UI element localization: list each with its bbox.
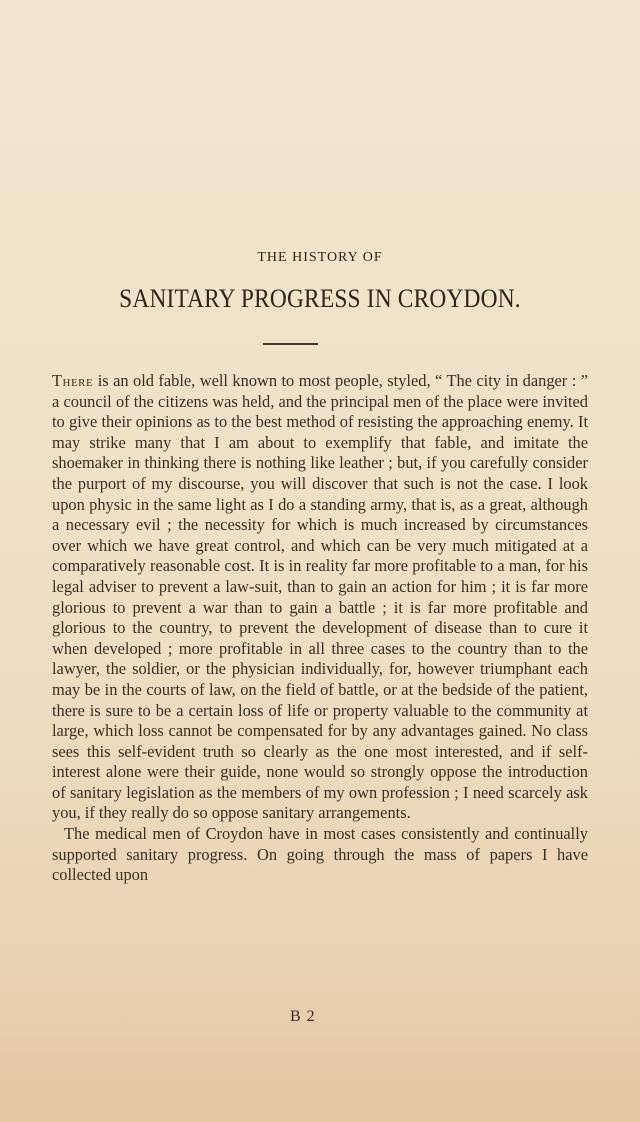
body-text [52,371,588,886]
section-kicker: THE HISTORY OF [257,250,383,265]
paragraph-2: The medical men of Croydon have in most cases consistently and continually supported sanitary progress. On going through the mass of papers I have collected upon [52,824,588,885]
page-title: SANITARY PROGRESS IN CROYDON. [119,284,521,313]
signature-mark: B 2 [290,1008,316,1025]
paragraph-1-text: is an old fable, well known to most people, styled, “ The city in danger : ” a council of the citizens was held, and the principal men of the place were invited to give their opinions as to the best method of resisting the approaching enemy. It may strike many that I am about to exemplify that fable, and imitate the shoemaker in thinking there is nothing like leather ; but, if you carefully consider the purport of my discourse, you will discover that such is not the case. I look upon physic in the same light as I do a standing army, that is, as a great, although a necessary evil ; the necessity for which is much increased by circumstances over which we have great control, and which can be very much mitigated at a comparatively reasonable cost. It is in reality far more profitable to a man, for his legal adviser to prevent a law-suit, than to gain an action for him ; it is far more glorious to prevent a war than to gain a battle ; it is far more profitable and glorious to the country, to prevent the development of disease than to cure it when developed ; more profitable in all three cases to the country than to the lawyer, the soldier, or the physician individually, for, however triumphant each may be in the courts of law, on the field of battle, or at the bedside of the patient, there is sure to be a certain loss of life or property valuable to the community at large, which loss cannot be compensated for by any advantages gained. No class sees this self-evident truth so clearly as the one most interested, and if self-interest alone were their guide, none would so strongly oppose the introduction of sanitary legislation as the members of my own profession ; I need scarcely ask you, if they really do so oppose sanitary arrangements. [52,371,588,823]
paragraph-1 [52,371,588,824]
paragraph-1-dropword: There [52,371,94,390]
title-rule-divider [263,343,318,345]
